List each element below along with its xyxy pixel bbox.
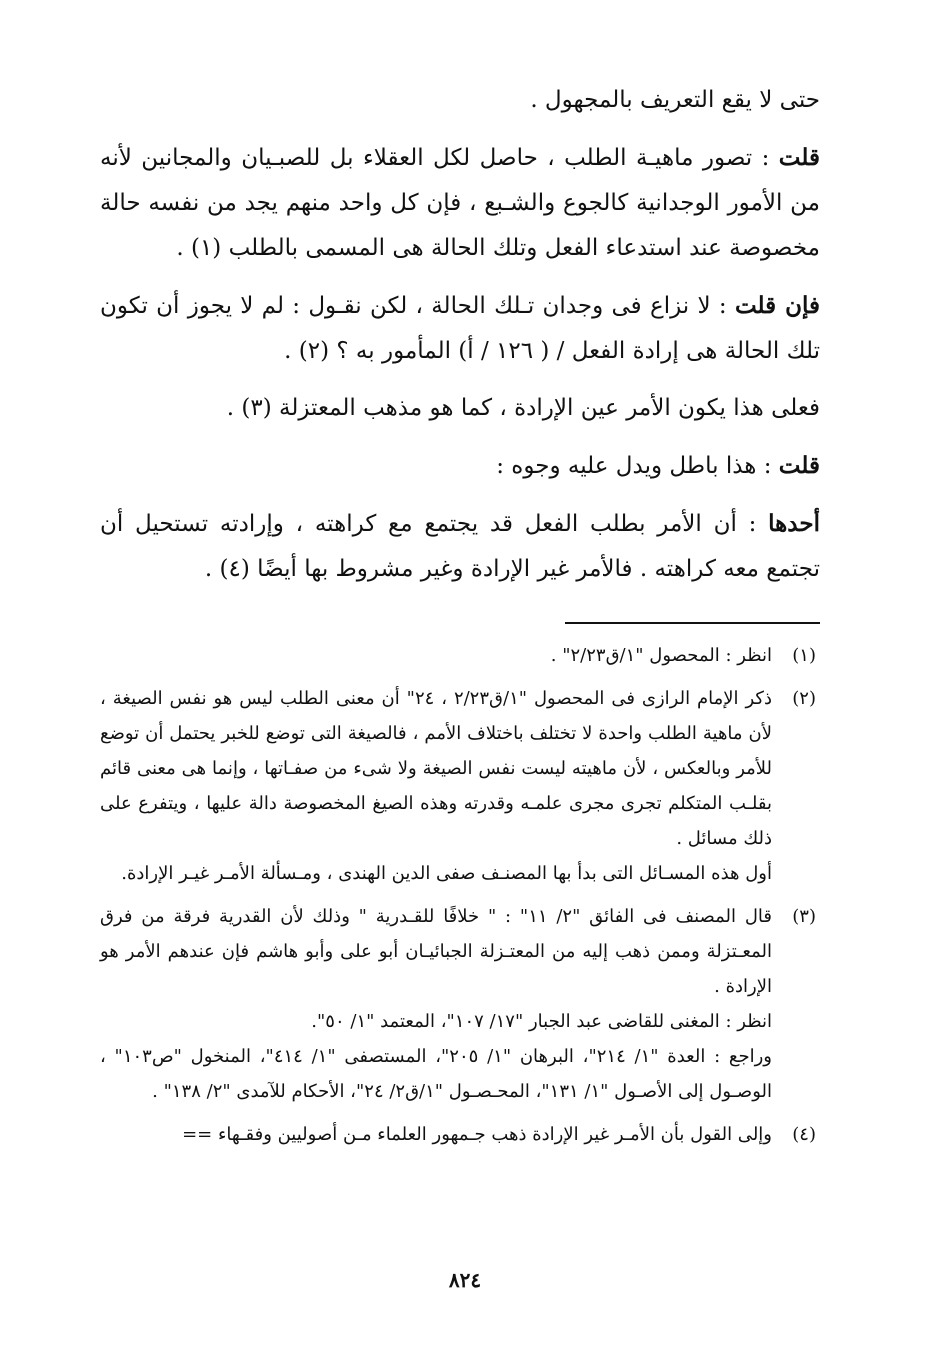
keyword-qult: قلت <box>778 144 820 171</box>
keyword-ahaduha: أحدها <box>768 510 820 537</box>
footnote-number: (٢) <box>792 688 816 709</box>
paragraph-1: حتى لا يقع التعريف بالمجهول . <box>530 87 820 113</box>
footnote-3 <box>100 899 820 1109</box>
paragraph-2: قلت : تصور ماهيـة الطلب ، حاصل لكل العقلاء بل للصبـيان والمجانين لأنه من الأمور الوجدانية كالجوع والشـبع ، فإن كل واحد منهم يجد من نفسه حالة مخصوصة عند استدعاء الفعل وتلك الحالة هى المسمى بالطلب (١) . <box>100 144 820 261</box>
keyword-fain-qult: فإن قلت <box>734 292 821 319</box>
footnote-number: (٤) <box>792 1124 816 1145</box>
keyword-qult-2: قلت <box>778 452 820 479</box>
paragraph-3: فإن قلت : لا نزاع فى وجدان تـلك الحالة ، لكن نقـول : لم لا يجوز أن تكون تلك الحالة هى إرادة الفعل / ( ١٢٦ / أ) المأمور به ؟ (٢) . <box>100 292 821 364</box>
footnote-number: (٣) <box>792 906 816 927</box>
footnote-text: ذكر الإمام الرازى فى المحصول "١/ق٢/٢٣ ، ٢٤" أن معنى الطلب ليس هو نفس الصيغة ، لأن ماهية الطلب واحدة لا تختلف باختلاف الأمم ، فالصيغة التى توضع للخبر يحتمل أن توضع للأمر وبالعكس ، لأن ماهيته ليست نفس الصيغة ولا شىء من صفـاتها ، وإنما هى معنى قائم بقلـب المتكلم تجرى مجرى علمـه وقدرته وهذه الصيغ المخصوصة دالة عليها ، ويتفرع على ذلك مسائل . <box>100 688 772 849</box>
page-content <box>100 78 820 1160</box>
footnote-text: انظر : المحصول "١/ق٢/٢٣" . <box>550 645 772 666</box>
footnote-divider <box>565 622 820 624</box>
footnote-1 <box>100 638 820 673</box>
paragraph-6: أحدها : أن الأمر بطلب الفعل قد يجتمع مع كراهته ، وإرادته تستحيل أن تجتمع معه كراهته . فالأمر غير الإرادة وغير مشروط بها أيضًا (٤) . <box>100 510 820 582</box>
footnote-number: (١) <box>792 645 816 666</box>
main-text <box>100 78 820 592</box>
footnote-2 <box>100 681 820 891</box>
footnote-text: وراجع : العدة "١/ ٢١٤"، البرهان "١/ ٢٠٥"، المستصفى "١/ ٤١٤"، المنخول "ص١٠٣" ، الوصـول إلى الأصـول "١/ ١٣١"، المحـصـول "١/ق٢/ ٢٤"، الأحكام للآمدى "٢/ ١٣٨" . <box>100 1046 772 1102</box>
footnote-text: انظر : المغنى للقاضى عبد الجبار "١٧/ ١٠٧"، المعتمد "١/ ٥٠". <box>311 1011 772 1032</box>
footnote-text: وإلى القول بأن الأمـر غير الإرادة ذهب جـمهور العلماء مـن أصوليين وفقـهاء == <box>182 1124 772 1145</box>
footnote-text: أول هذه المسـائل التى بدأ بها المصنـف صفى الدين الهندى ، ومـسألة الأمـر غيـر الإرادة. <box>121 863 772 884</box>
paragraph-5: قلت : هذا باطل ويدل عليه وجوه : <box>496 452 820 479</box>
paragraph-4: فعلى هذا يكون الأمر عين الإرادة ، كما هو مذهب المعتزلة (٣) . <box>226 395 820 421</box>
footnote-4 <box>100 1117 820 1152</box>
footnote-text: قال المصنف فى الفائق "٢/ ١١" : " خلافًا للقـدرية " وذلك لأن القدرية فرقة من فرق المعـتزلة وممن ذهب إليه من المعتـزلة الجبائيـان أبو على وأبو هاشم فإن عندهم الأمر هو الإرادة . <box>100 906 773 997</box>
footnotes <box>100 638 820 1152</box>
page-number: ٨٢٤ <box>448 1268 482 1292</box>
